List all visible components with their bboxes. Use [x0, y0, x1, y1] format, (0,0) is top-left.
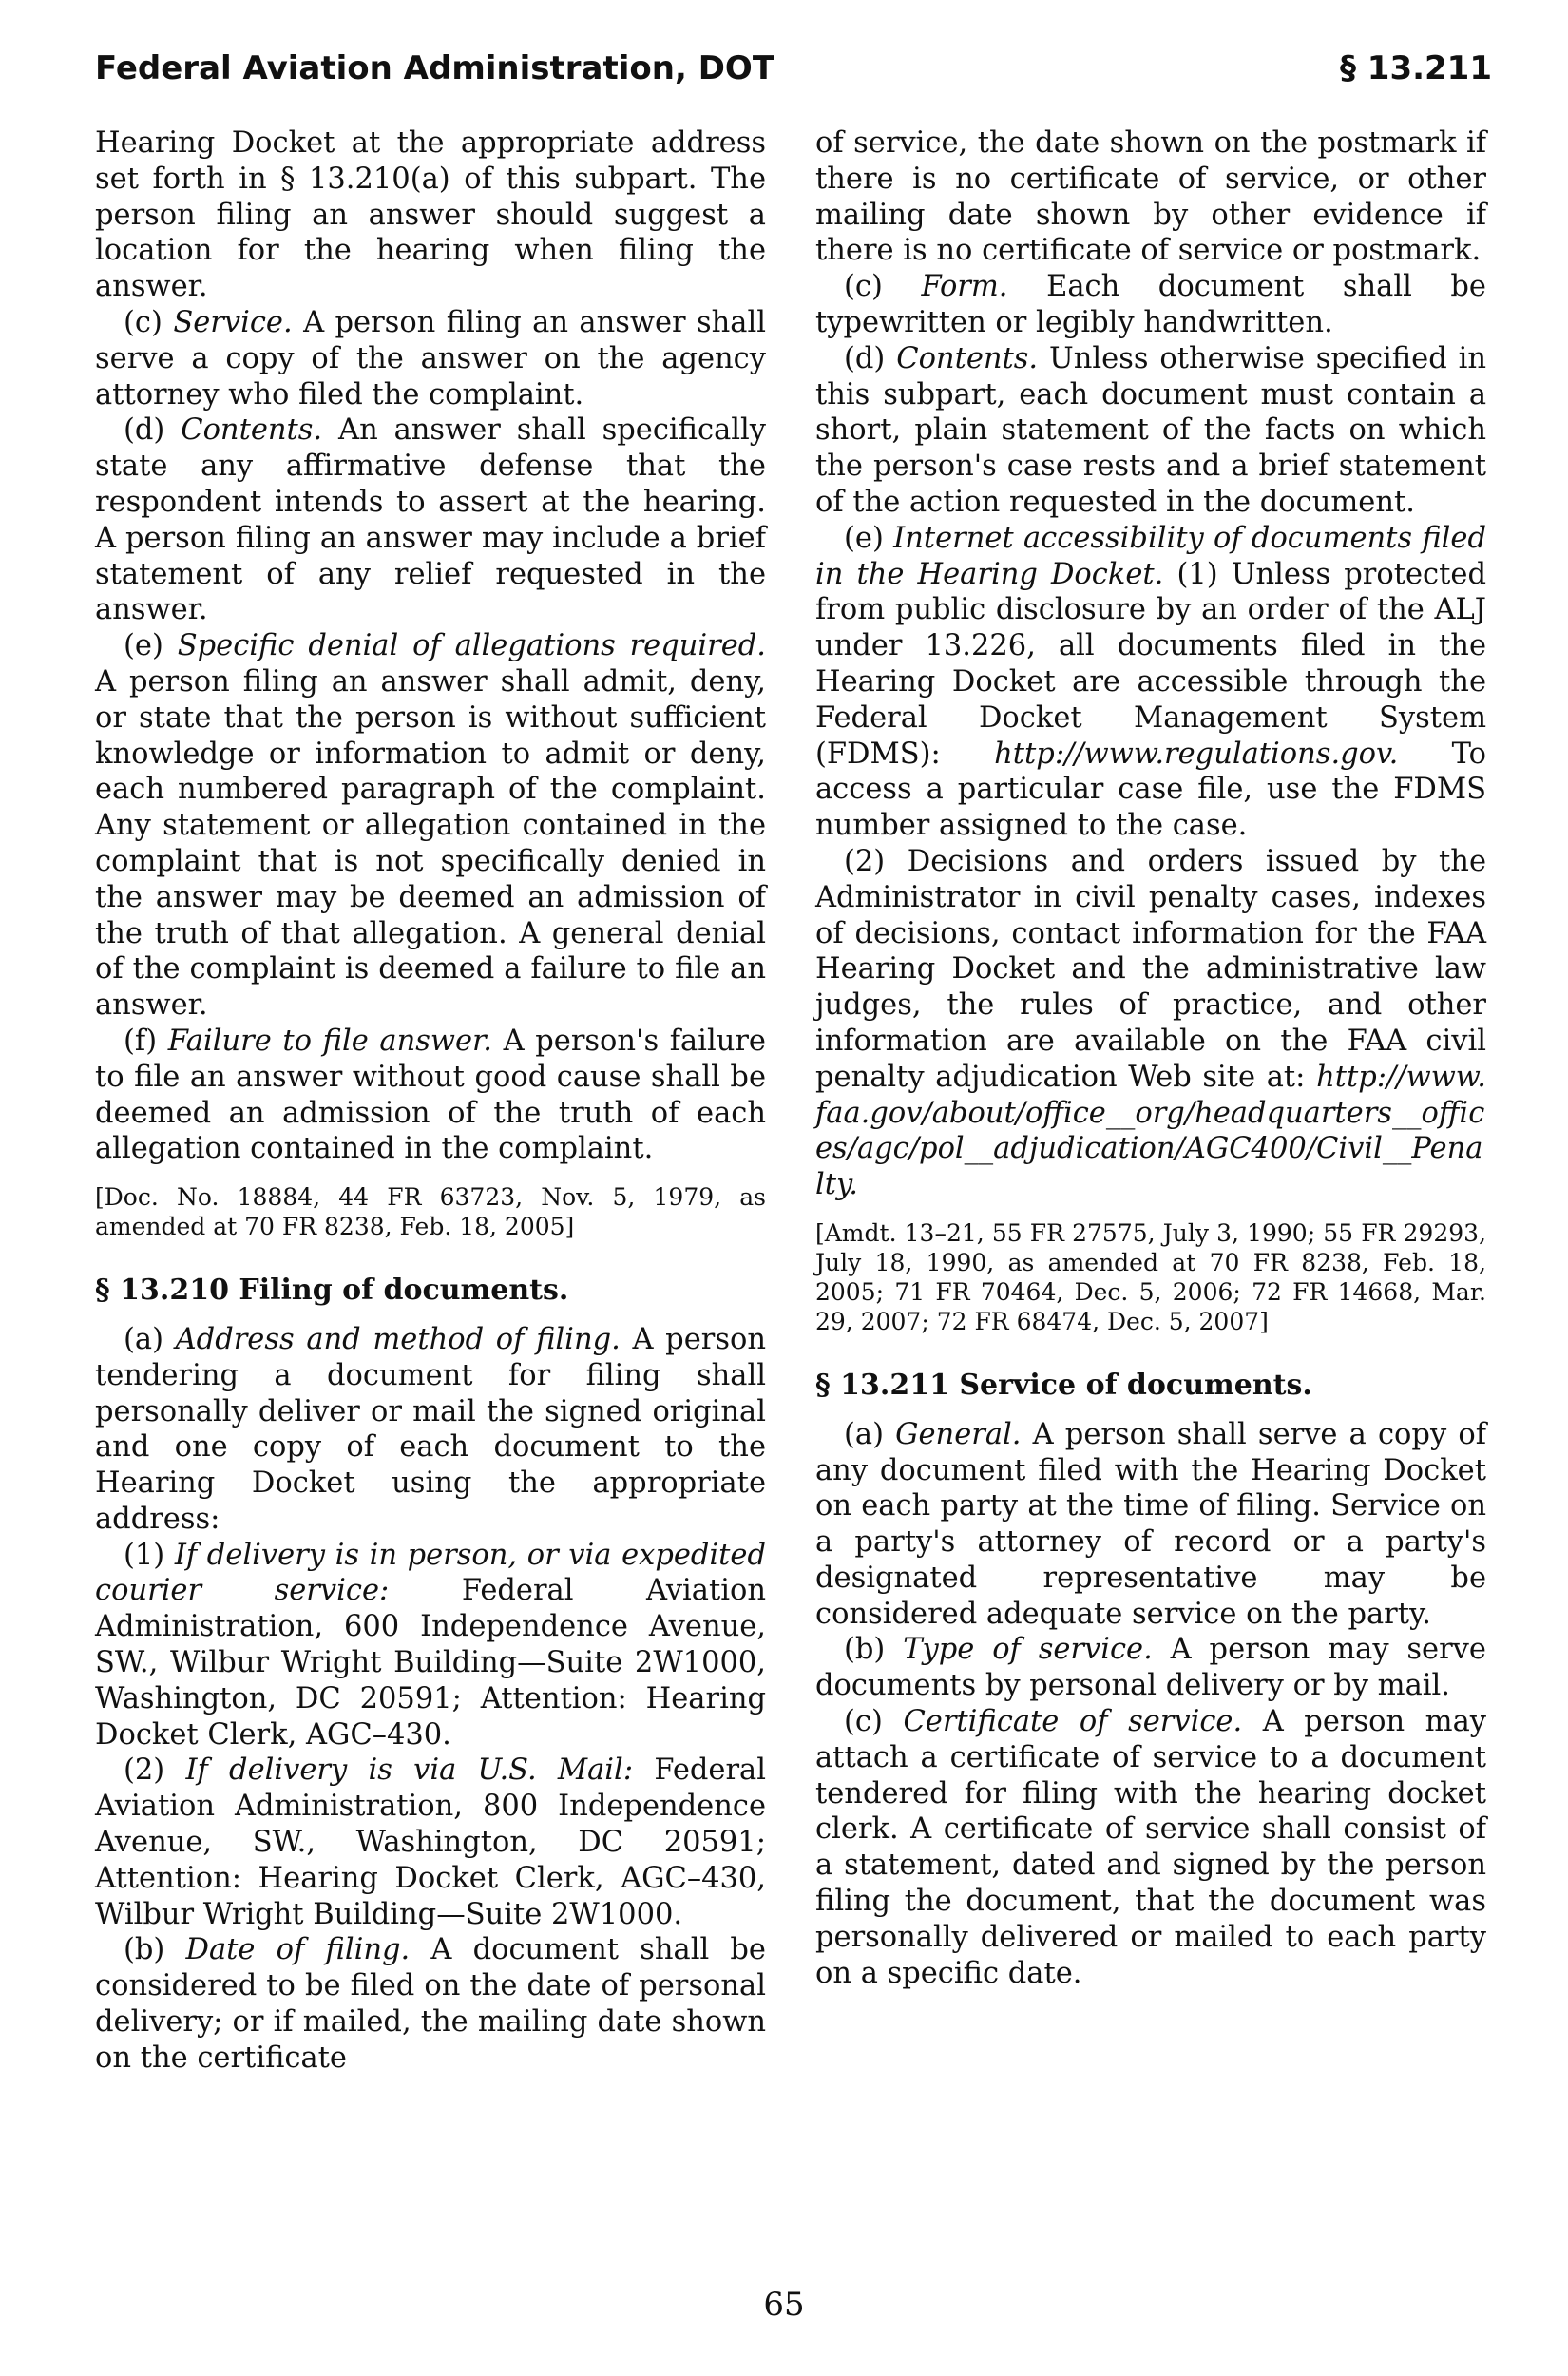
paragraph-label: (1) [124, 1538, 165, 1572]
paragraph-text: An answer shall specifically state any affirmative defense that the respondent intends to assert at the hearing. A person filing an answer may include a brief statement of any relief requested in the answer. [95, 413, 767, 627]
paragraph-13-210-b-continued: of service, the date shown on the postmark if there is no certificate of service, or other mailing date shown by other evidence if there is no certificate of service or postmark. [815, 126, 1486, 268]
header-agency: Federal Aviation Administration, DOT [95, 49, 775, 87]
paragraph-title: Certificate of service. [903, 1705, 1243, 1739]
paragraph-label: (c) [844, 1705, 883, 1739]
section-heading-13-211: § 13.211 Service of documents. [815, 1368, 1312, 1402]
paragraph-text: A person's failure to file an answer without good cause shall be deemed an admission of the truth of each allegation contained in the complaint. [95, 1024, 766, 1166]
paragraph-title: Date of filing. [185, 1933, 411, 1967]
running-header [95, 49, 1492, 106]
paragraph-13-210-a [95, 1322, 766, 1538]
paragraph-label: (a) [124, 1322, 163, 1356]
paragraph-label: (e) [124, 629, 163, 663]
paragraph-13-209-b-continued: Hearing Docket at the appropriate address set forth in § 13.210(a) of this subpart. The person filing an answer should suggest a location for the hearing when filing the answer. [95, 126, 766, 304]
paragraph-label: (b) [844, 1633, 886, 1667]
right-column [815, 125, 1486, 1991]
paragraph-title: Specific denial of allegations required. [177, 629, 767, 663]
paragraph-title: Address and method of filing. [175, 1322, 621, 1356]
page-number: 65 [763, 2286, 805, 2324]
paragraph-label: (f) [124, 1024, 158, 1058]
paragraph-13-209-f [95, 1024, 766, 1167]
paragraph-13-209-c [95, 305, 766, 412]
paragraph-label: (d) [124, 413, 165, 448]
paragraph-13-209-e [95, 628, 766, 1024]
paragraph-13-210-a-1 [95, 1538, 766, 1753]
section-heading-13-210: § 13.210 Filing of documents. [95, 1274, 569, 1308]
paragraph-13-210-e-2 [815, 844, 1486, 1203]
citation-13-210: [Amdt. 13–21, 55 FR 27575, July 3, 1990; 55 FR 29293, July 18, 1990, as amended at 70 FR 8238, Feb. 18, 2005; 71 FR 70464, Dec. 5, 2006; 72 FR 14668, Mar. 29, 2007; 72 FR 68474, Dec. 5, 2007] [815, 1218, 1486, 1335]
paragraph-title: If delivery is via U.S. Mail: [185, 1753, 634, 1788]
paragraph-text: Unless otherwise specified in this subpart, each document must contain a short, plain statement of the facts on which the person's case rests and a brief statement of the action requested in the document. [815, 341, 1487, 519]
paragraph-title: Failure to file answer. [167, 1024, 492, 1058]
paragraph-13-211-b [815, 1632, 1486, 1704]
paragraph-13-210-a-2 [95, 1753, 766, 1932]
citation-13-209: [Doc. No. 18884, 44 FR 63723, Nov. 5, 1979, as amended at 70 FR 8238, Feb. 18, 2005] [95, 1183, 766, 1241]
paragraph-label: (2) [124, 1753, 165, 1788]
paragraph-13-210-e-1 [815, 521, 1486, 844]
paragraph-title: Contents. [896, 341, 1039, 375]
paragraph-13-210-c [815, 269, 1486, 341]
paragraph-text: A document shall be considered to be filed on the date of personal delivery; or if mailed, the mailing date shown on the certificate [95, 1933, 766, 2075]
paragraph-label: (b) [124, 1933, 165, 1967]
paragraph-text: A person may serve documents by personal delivery or by mail. [815, 1633, 1486, 1703]
paragraph-13-210-b [95, 1932, 766, 2076]
paragraph-text: A person tendering a document for filing shall personally deliver or mail the signed original and one copy of each document to the Hearing Docket using the appropriate address: [95, 1322, 766, 1536]
paragraph-text: A person may attach a certificate of service to a document tendered for filing with the hearing docket clerk. A certificate of service shall consist of a statement, dated and signed by the person filing the document, that the document was personally delivered or mailed to each party on a specific date. [815, 1705, 1486, 1990]
paragraph-label: (c) [124, 305, 163, 339]
paragraph-text: A person shall serve a copy of any document filed with the Hearing Docket on each party at the time of filing. Service on a party's attorney of record or a party's designated representative may be considered adequate service on the party. [815, 1417, 1486, 1631]
paragraph-title: General. [895, 1417, 1022, 1451]
left-column [95, 125, 766, 2077]
paragraph-label: (e) [844, 521, 884, 555]
paragraph-title: Contents. [181, 413, 323, 448]
paragraph-13-211-c [815, 1704, 1486, 1991]
paragraph-text: To access a particular case file, use the FDMS number assigned to the case. [815, 737, 1486, 843]
regulations-gov-link[interactable]: http://www.regulations.gov. [994, 737, 1399, 771]
paragraph-title: Form. [921, 270, 1008, 304]
paragraph-label: (d) [844, 341, 886, 375]
paragraph-text: Each document shall be typewritten or legibly handwritten. [815, 270, 1486, 339]
paragraph-text: Federal Aviation Administration, 600 Independence Avenue, SW., Wilbur Wright Building—Suite 2W1000, Washington, DC 20591; Attention: Hearing Docket Clerk, AGC–430. [95, 1574, 767, 1752]
paragraph-text: (1) Unless protected from public disclosure by an order of the ALJ under 13.226, all documents filed in the Hearing Docket are accessible through the Federal Docket Management System (FDMS): [815, 557, 1486, 771]
paragraph-text: A person filing an answer shall serve a copy of the answer on the agency attorney who filed the complaint. [95, 305, 767, 412]
paragraph-title: If delivery is in person, or via expedited courier service: [95, 1538, 767, 1608]
paragraph-title: Service. [173, 305, 293, 339]
paragraph-label: (c) [844, 270, 883, 304]
header-section-number: § 13.211 [1339, 49, 1492, 87]
paragraph-13-210-d [815, 341, 1486, 521]
paragraph-title: Internet accessibility of documents filed in the Hearing Docket. [815, 521, 1487, 591]
paragraph-13-211-a [815, 1417, 1486, 1633]
paragraph-text: A person filing an answer shall admit, deny, or state that the person is without sufficient knowledge or information to admit or deny, each numbered paragraph of the complaint. Any statement or allegation contained in the complaint that is not specifically denied in the answer may be deemed an admission of the truth of that allegation. A general denial of the complaint is deemed a failure to file an answer. [95, 664, 766, 1023]
paragraph-title: Type of service. [903, 1633, 1153, 1667]
faa-adjudication-link[interactable]: http://www.faa.gov/about/office__org/headquarters__offices/agc/pol__adjudication/AGC400/Civil__Penalty. [815, 1060, 1486, 1202]
paragraph-text: Federal Aviation Administration, 800 Independence Avenue, SW., Washington, DC 20591; Attention: Hearing Docket Clerk, AGC–430, Wilbur Wright Building—Suite 2W1000. [95, 1753, 766, 1931]
paragraph-text: (2) Decisions and orders issued by the Administrator in civil penalty cases, indexes of decisions, contact information for the FAA Hearing Docket and the administrative law judges, the rules of practice, and other information are available on the FAA civil penalty adjudication Web site at: [815, 844, 1486, 1094]
paragraph-13-209-d [95, 412, 766, 628]
paragraph-label: (a) [844, 1417, 884, 1451]
